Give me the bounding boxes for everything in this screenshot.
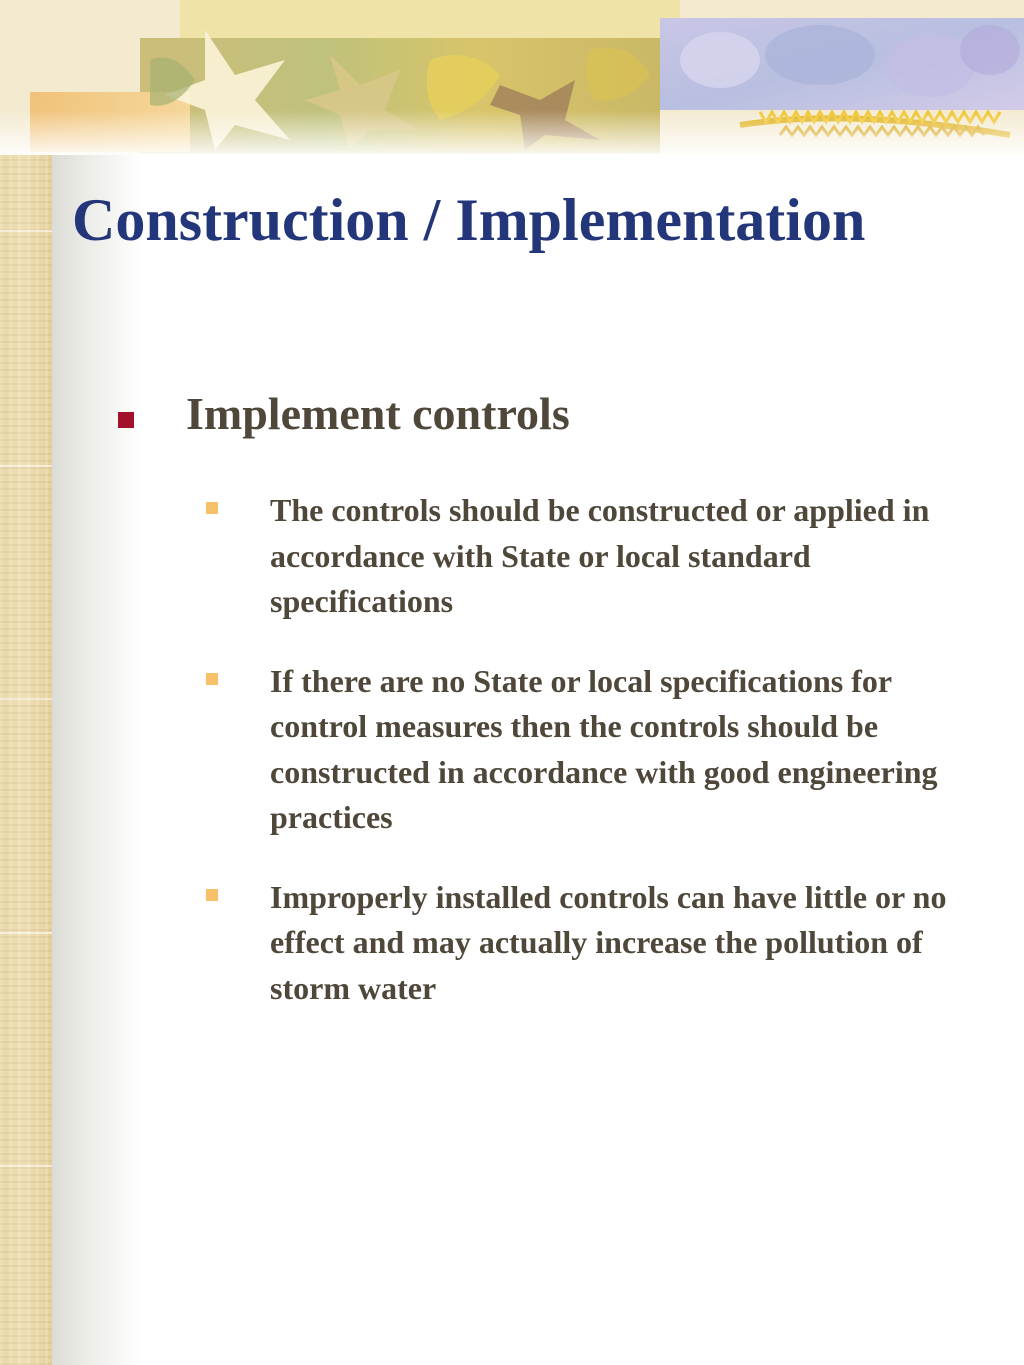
main-bullet-text: Implement controls	[186, 388, 570, 439]
sub-bullet-text: The controls should be constructed or applied in accordance with State or local standard specifications	[270, 492, 930, 619]
sub-bullet-square-icon	[206, 502, 218, 514]
sub-bullet-square-icon	[206, 673, 218, 685]
sidebar-shadow	[52, 150, 142, 1365]
main-bullet	[118, 388, 998, 441]
sub-bullet-text: Improperly installed controls can have little or no effect and may actually increase the pollution of storm water	[270, 878, 947, 1006]
sub-bullet-text: If there are no State or local specifications for control measures then the controls should be constructed in accordance with good engineering practices	[270, 662, 938, 835]
sub-bullet-square-icon	[206, 889, 218, 901]
sub-bullet-item	[206, 875, 986, 1012]
sub-bullet-list	[206, 488, 986, 1045]
decorative-banner	[0, 0, 1024, 155]
parchment-sidebar	[0, 0, 52, 1365]
slide-title: Construction / Implementation	[72, 187, 866, 253]
sub-bullet-item	[206, 488, 986, 625]
bullet-square-icon	[118, 412, 134, 428]
sub-bullet-item	[206, 659, 986, 841]
